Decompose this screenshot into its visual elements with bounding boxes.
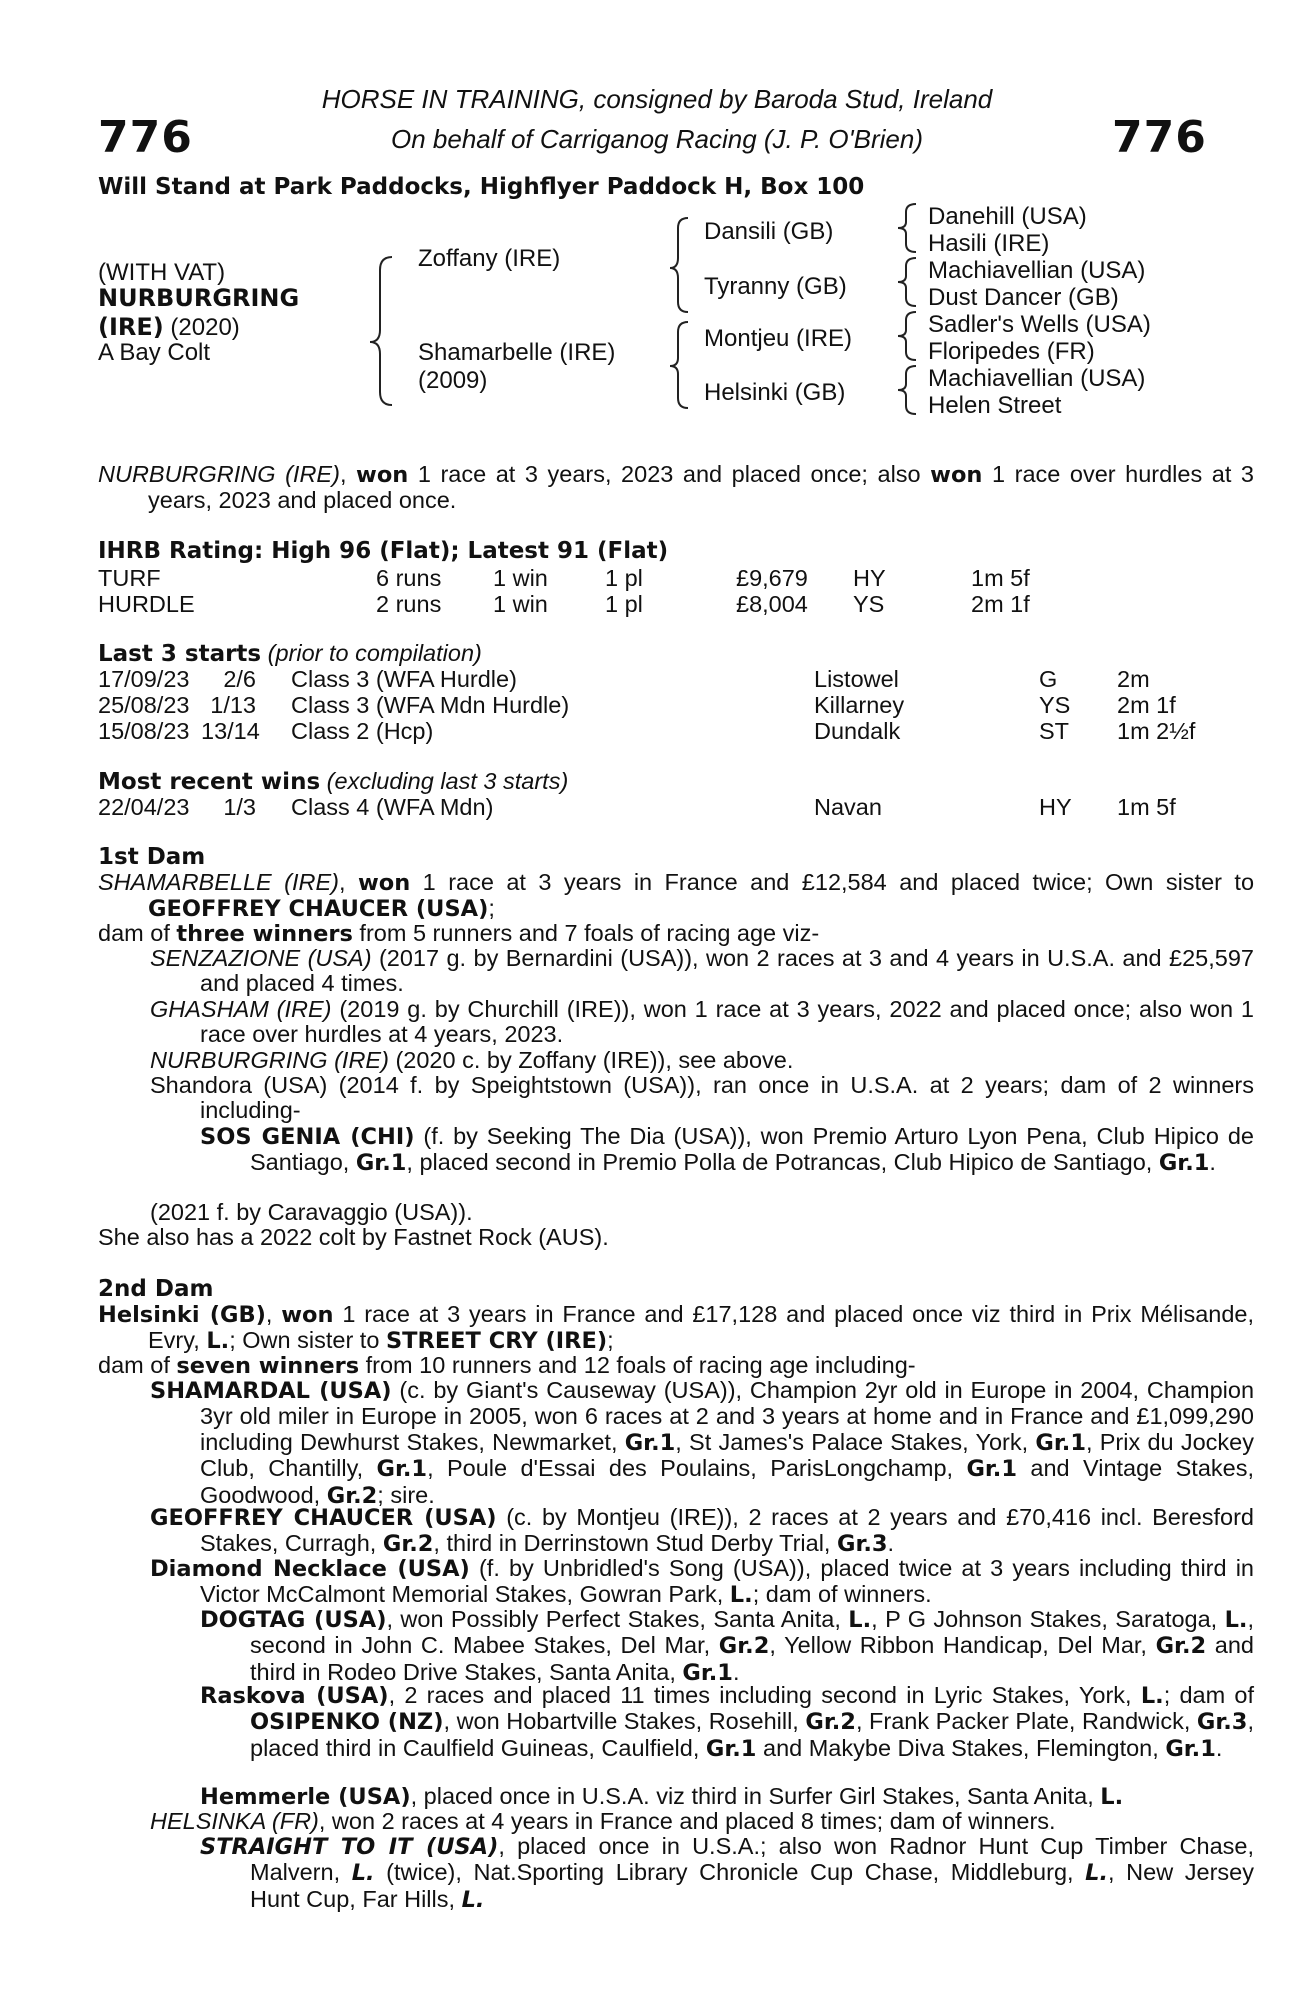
horse-name: NURBURGRING	[98, 284, 300, 312]
first-dam-heading: 1st Dam	[98, 844, 206, 870]
dam-sire: Montjeu (IRE)	[704, 325, 853, 352]
last3-row: 17/09/23 2/6 Class 3 (WFA Hurdle) Listowel G 2m	[98, 666, 1150, 692]
offspring-hemmerle: Hemmerle (USA), placed once in U.S.A. viz third in Surfer Girl Stakes, Santa Anita, L.	[200, 1783, 1124, 1810]
ihrb-row-turf: TURF 6 runs 1 win 1 pl £9,679 HY 1m 5f	[98, 565, 1030, 591]
offspring-diamond-necklace: Diamond Necklace (USA) (f. by Unbridled's Song (USA)), placed twice at 3 years including third in Victor McCalmont Memorial Stakes, Gowran Park, L.; dam of winners.	[150, 1555, 1254, 1609]
recent-wins-heading: Most recent wins (excluding last 3 starts)	[98, 768, 569, 795]
offspring-shandora: Shandora (USA) (2014 f. by Speightstown (USA)), ran once in U.S.A. at 2 years; dam of 2 winners including-	[150, 1072, 1254, 1124]
sire-dam: Tyranny (GB)	[704, 273, 847, 300]
offspring-geoffrey-chaucer: GEOFFREY CHAUCER (USA) (c. by Montjeu (IRE)), 2 races at 2 years and £70,416 incl. Beresford Stakes, Curragh, Gr.2, third in Derrinstown Stud Derby Trial, Gr.3.	[150, 1504, 1255, 1558]
second-dam-produce-summary: dam of seven winners from 10 runners and 12 foals of racing age including-	[98, 1352, 916, 1379]
gen3-7: Machiavellian (USA)	[928, 365, 1146, 392]
offspring-ghasham: GHASHAM (IRE) (2019 g. by Churchill (IRE)), won 1 race at 3 years, 2022 and placed once; also won 1 race over hurdles at 4 years, 2023.	[150, 996, 1254, 1048]
last3-heading: Last 3 starts (prior to compilation)	[98, 640, 482, 667]
offspring-2021-filly: (2021 f. by Caravaggio (USA)).	[150, 1199, 473, 1225]
gen3-8: Helen Street	[928, 392, 1062, 419]
horse-description: A Bay Colt	[98, 339, 211, 366]
gen3-6: Floripedes (FR)	[928, 338, 1095, 365]
offspring-helsinka: HELSINKA (FR), won 2 races at 4 years in France and placed 8 times; dam of winners.	[150, 1808, 1056, 1834]
dam-year: (2009)	[418, 367, 488, 394]
gen3-4: Dust Dancer (GB)	[928, 284, 1119, 311]
vat-note: (WITH VAT)	[98, 259, 226, 286]
first-dam-also: She also has a 2022 colt by Fastnet Rock (AUS).	[98, 1224, 609, 1250]
sire: Zoffany (IRE)	[418, 245, 561, 272]
gen3-3: Machiavellian (USA)	[928, 257, 1146, 284]
lot-number-left: 776	[98, 112, 193, 163]
dam: Shamarbelle (IRE)	[418, 339, 616, 366]
horse-country: (IRE)	[98, 313, 164, 341]
first-dam-record: SHAMARBELLE (IRE), won 1 race at 3 years in France and £12,584 and placed twice; Own sister to GEOFFREY CHAUCER (USA);	[98, 869, 1255, 923]
race-summary: NURBURGRING (IRE), won 1 race at 3 years, 2023 and placed once; also won 1 race over hurdles at 3 years, 2023 and placed once.	[98, 461, 1254, 514]
offspring-nurburgring: NURBURGRING (IRE) (2020 c. by Zoffany (IRE)), see above.	[150, 1047, 794, 1073]
gen3-5: Sadler's Wells (USA)	[928, 311, 1151, 338]
pedigree-brackets	[0, 0, 1314, 420]
consignor-line: HORSE IN TRAINING, consigned by Baroda Stud, Ireland	[321, 84, 993, 114]
ihrb-rating-heading: IHRB Rating: High 96 (Flat); Latest 91 (Flat)	[98, 538, 669, 564]
dam-dam: Helsinki (GB)	[704, 379, 846, 406]
offspring-dogtag: DOGTAG (USA), won Possibly Perfect Stakes, Santa Anita, L., P G Johnson Stakes, Saratoga, L., second in John C. Mabee Stakes, Del Mar, Gr.2, Yellow Ribbon Handicap, Del Mar, Gr.2 and third in Rodeo Drive Stakes, Santa Anita, Gr.1.	[200, 1606, 1255, 1686]
offspring-raskova: Raskova (USA), 2 races and placed 11 times including second in Lyric Stakes, York, L.; dam of OSIPENKO (NZ), won Hobartville Stakes, Rosehill, Gr.2, Frank Packer Plate, Randwick, Gr.3, placed third in Caulfield Guineas, Caulfield, Gr.1 and Makybe Diva Stakes, Flemington, Gr.1.	[200, 1682, 1255, 1762]
offspring-sos-genia: SOS GENIA (CHI) (f. by Seeking The Dia (USA)), won Premio Arturo Lyon Pena, Club Hipico de Santiago, Gr.1, placed second in Premio Polla de Potrancas, Club Hipico de Santiago, Gr.1.	[200, 1123, 1254, 1177]
lot-number-right: 776	[1112, 112, 1207, 163]
horse-year: (2020)	[163, 314, 240, 341]
offspring-senzazione: SENZAZIONE (USA) (2017 g. by Bernardini (USA)), won 2 races at 3 and 4 years in U.S.A. and £25,597 and placed 4 times.	[150, 945, 1254, 997]
stand-location: Will Stand at Park Paddocks, Highflyer Paddock H, Box 100	[98, 174, 865, 200]
trainer-line: On behalf of Carriganog Racing (J. P. O'Brien)	[391, 124, 923, 154]
second-dam-record: Helsinki (GB), won 1 race at 3 years in France and £17,128 and placed once viz third in Prix Mélisande, Evry, L.; Own sister to STREET CRY (IRE);	[98, 1301, 1254, 1355]
gen3-2: Hasili (IRE)	[928, 230, 1050, 257]
offspring-straight-to-it: STRAIGHT TO IT (USA), placed once in U.S.A.; also won Radnor Hunt Cup Timber Chase, Malvern, L. (twice), Nat.Sporting Library Chronicle Cup Chase, Middleburg, L., New Jersey Hunt Cup, Far Hills, L.	[200, 1833, 1254, 1913]
second-dam-heading: 2nd Dam	[98, 1276, 214, 1302]
last3-row: 25/08/23 1/13 Class 3 (WFA Mdn Hurdle) Killarney YS 2m 1f	[98, 692, 1176, 718]
sire-sire: Dansili (GB)	[704, 218, 834, 245]
gen3-1: Danehill (USA)	[928, 203, 1087, 230]
recent-wins-row: 22/04/23 1/3 Class 4 (WFA Mdn) Navan HY 1m 5f	[98, 794, 1176, 820]
first-dam-produce-summary: dam of three winners from 5 runners and 7 foals of racing age viz-	[98, 920, 820, 947]
last3-row: 15/08/23 13/14 Class 2 (Hcp) Dundalk ST 1m 2½f	[98, 718, 1196, 744]
offspring-shamardal: SHAMARDAL (USA) (c. by Giant's Causeway (USA)), Champion 2yr old in Europe in 2004, Champion 3yr old miler in Europe in 2005, won 6 races at 2 and 3 years at home and in France and £1,099,290 including Dewhurst Stakes, Newmarket, Gr.1, St James's Palace Stakes, York, Gr.1, Prix du Jockey Club, Chantilly, Gr.1, Poule d'Essai des Poulains, ParisLongchamp, Gr.1 and Vintage Stakes, Goodwood, Gr.2; sire.	[150, 1377, 1255, 1509]
ihrb-row-hurdle: HURDLE 2 runs 1 win 1 pl £8,004 YS 2m 1f	[98, 591, 1030, 617]
